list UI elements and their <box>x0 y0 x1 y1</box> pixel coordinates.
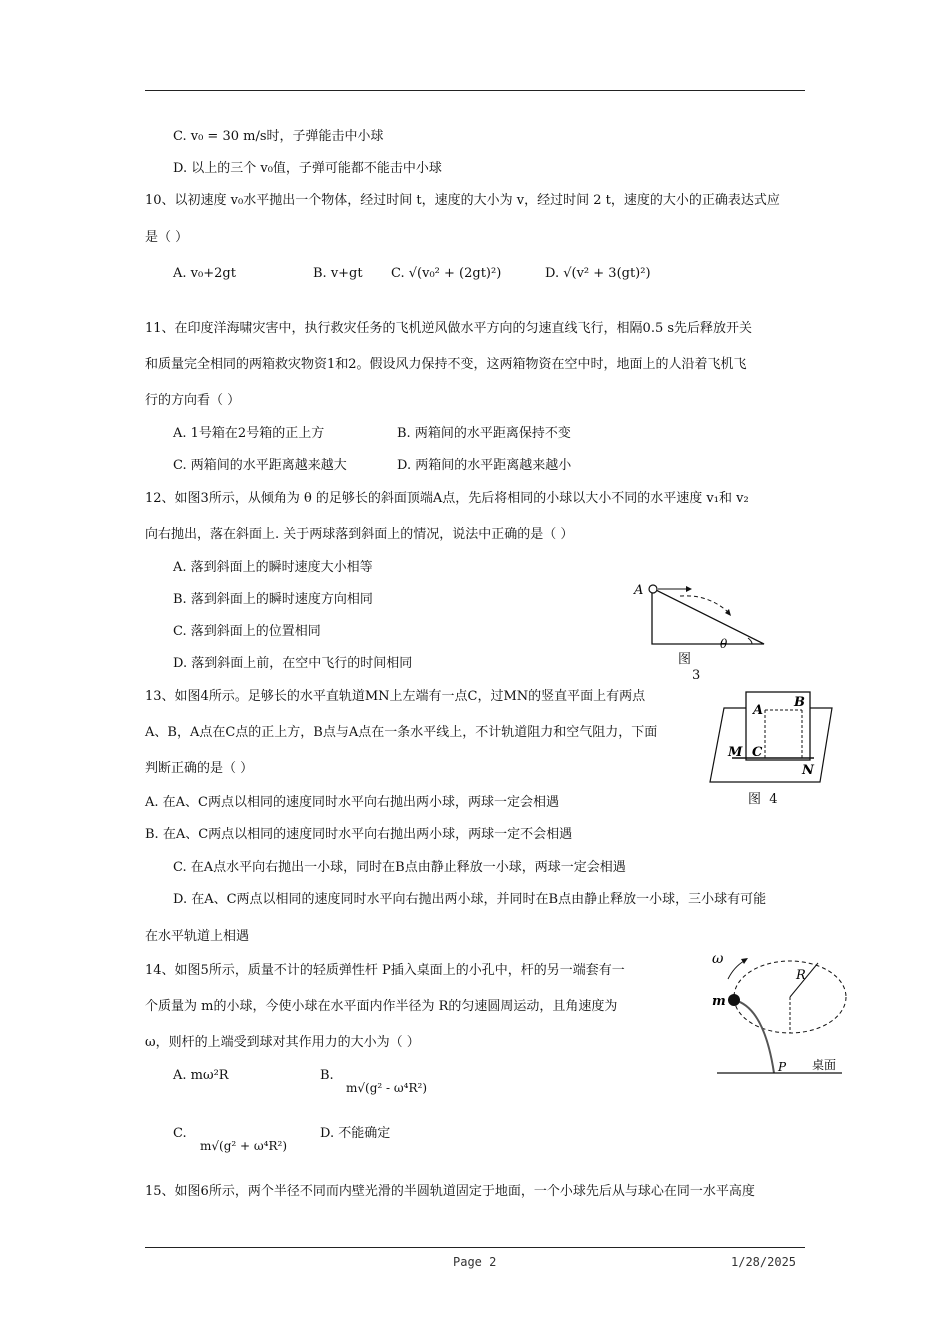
fig5-label-omega: ω <box>712 951 724 967</box>
q12-stem-line1: 12、如图3所示，从倾角为 θ 的足够长的斜面顶端A点，先后将相同的小球以大小不同的水平速度 v₁和 v₂ <box>145 491 749 506</box>
q13-stem-line2: A、B，A点在C点的正上方，B点与A点在一条水平线上，不计轨道阻力和空气阻力，下面 <box>145 725 658 740</box>
fig4-caption: 图 4 <box>748 792 778 807</box>
omega-arrow <box>728 961 744 979</box>
q15-stem-line1: 15、如图6所示，两个半径不同而内壁光滑的半圆轨道固定于地面，一个小球先后从与球心在同一水平高度 <box>145 1184 755 1199</box>
fig4-label-n: N <box>802 763 814 778</box>
fig4-label-c: C <box>752 745 763 760</box>
q13-stem-line3: 判断正确的是（ ） <box>145 761 254 776</box>
fig5-label-desk: 桌面 <box>812 1058 837 1072</box>
fig5-label-m: m <box>712 994 726 1009</box>
q14-option-b: B. <box>320 1068 334 1083</box>
q11-option-b: B. 两箱间的水平距离保持不变 <box>397 426 571 441</box>
q11-options-row2 <box>173 457 673 475</box>
q11-options-row1 <box>173 425 673 443</box>
q13-option-a: A. 在A、C两点以相同的速度同时水平向右抛出两小球，两球一定会相遇 <box>145 795 559 810</box>
incline-triangle <box>652 588 764 644</box>
omega-arrowhead <box>741 958 748 964</box>
q10-option-b: B. v+gt <box>313 266 363 281</box>
q10-stem-line2: 是（ ） <box>145 230 189 245</box>
fig4-label-a: A <box>753 703 764 718</box>
q12-option-a: A. 落到斜面上的瞬时速度大小相等 <box>173 560 373 575</box>
footer-date: 1/28/2025 <box>731 1255 797 1269</box>
trajectory-dashed <box>680 596 728 612</box>
figure-3-incline <box>628 578 768 648</box>
fig4-label-b: B <box>794 695 805 710</box>
q11-option-a: A. 1号箱在2号箱的正上方 <box>173 426 325 441</box>
q14-stem-line1: 14、如图5所示，质量不计的轻质弹性杆 P插入桌面上的小孔中，杆的另一端套有一 <box>145 963 625 978</box>
q12-option-b: B. 落到斜面上的瞬时速度方向相同 <box>173 592 373 607</box>
fig5-label-r: R <box>796 968 806 983</box>
q9-option-c: C. v₀ = 30 m/s时，子弹能击中小球 <box>173 129 384 144</box>
header-rule <box>145 90 805 91</box>
q11-stem-line1: 11、在印度洋海啸灾害中，执行救灾任务的飞机逆风做水平方向的匀速直线飞行，相隔0.5 s先后释放开关 <box>145 321 753 336</box>
q12-stem-line2: 向右抛出，落在斜面上. 关于两球落到斜面上的情况，说法中正确的是（ ） <box>145 527 574 542</box>
velocity-arrowhead <box>686 586 692 592</box>
q11-option-d: D. 两箱间的水平距离越来越小 <box>397 458 572 473</box>
q14-option-a: A. mω²R <box>173 1068 229 1083</box>
q14-option-b-expr: m√(g² - ω⁴R²) <box>346 1081 428 1095</box>
q11-stem-line2: 和质量完全相同的两箱救灾物资1和2。假设风力保持不变，这两箱物资在空中时，地面上的人沿着飞机飞 <box>145 357 747 372</box>
q11-stem-line3: 行的方向看（ ） <box>145 393 241 408</box>
fig4-label-m: M <box>728 745 743 760</box>
q14-option-c: C. <box>173 1126 187 1141</box>
q13-option-d-line1: D. 在A、C两点以相同的速度同时水平向右抛出两小球，并同时在B点由静止释放一小球，三小球有可能 <box>173 892 767 907</box>
q12-option-c: C. 落到斜面上的位置相同 <box>173 624 321 639</box>
ball-at-a <box>649 585 657 593</box>
figure-5-rod <box>712 945 847 1080</box>
q11-option-c: C. 两箱间的水平距离越来越大 <box>173 458 347 473</box>
elastic-rod <box>734 1000 774 1073</box>
q13-option-b: B. 在A、C两点以相同的速度同时水平向右抛出两小球，两球一定不会相遇 <box>145 827 573 842</box>
q10-option-c: C. √(v₀² + (2gt)²) <box>391 266 502 281</box>
footer-rule <box>145 1247 805 1248</box>
angle-arc <box>748 638 752 644</box>
q10-stem-line1: 10、以初速度 v₀水平抛出一个物体，经过时间 t，速度的大小为 v，经过时间 2 t，速度的大小的正确表达式应 <box>145 193 780 208</box>
q10-option-a: A. v₀+2gt <box>173 266 236 281</box>
ball-m <box>728 994 740 1006</box>
figure-4-track <box>706 690 836 790</box>
q10-option-d: D. √(v² + 3(gt)²) <box>545 266 651 281</box>
page-number: Page 2 <box>453 1255 497 1269</box>
fig3-caption-1: 图 <box>678 652 692 667</box>
q10-options <box>173 265 733 295</box>
q12-option-d: D. 落到斜面上前，在空中飞行的时间相同 <box>173 656 413 671</box>
q13-stem-line1: 13、如图4所示。足够长的水平直轨道MN上左端有一点C，过MN的竖直平面上有两点 <box>145 689 646 704</box>
q14-stem-line3: ω，则杆的上端受到球对其作用力的大小为（ ） <box>145 1035 420 1050</box>
fig3-caption-2: 3 <box>692 668 701 683</box>
fig3-label-theta: θ <box>720 637 728 648</box>
q9-option-d: D. 以上的三个 v₀值，子弹可能都不能击中小球 <box>173 161 442 176</box>
q13-option-c: C. 在A点水平向右抛出一小球，同时在B点由静止释放一小球，两球一定会相遇 <box>173 860 626 875</box>
fig3-label-a: A <box>634 583 644 598</box>
q14-option-d: D. 不能确定 <box>320 1126 391 1141</box>
q14-stem-line2: 个质量为 m的小球，今使小球在水平面内作半径为 R的匀速圆周运动，且角速度为 <box>145 999 618 1014</box>
fig5-label-p: P <box>778 1060 787 1074</box>
q14-option-c-expr: m√(g² + ω⁴R²) <box>200 1139 288 1153</box>
q13-option-d-line2: 在水平轨道上相遇 <box>145 929 250 944</box>
